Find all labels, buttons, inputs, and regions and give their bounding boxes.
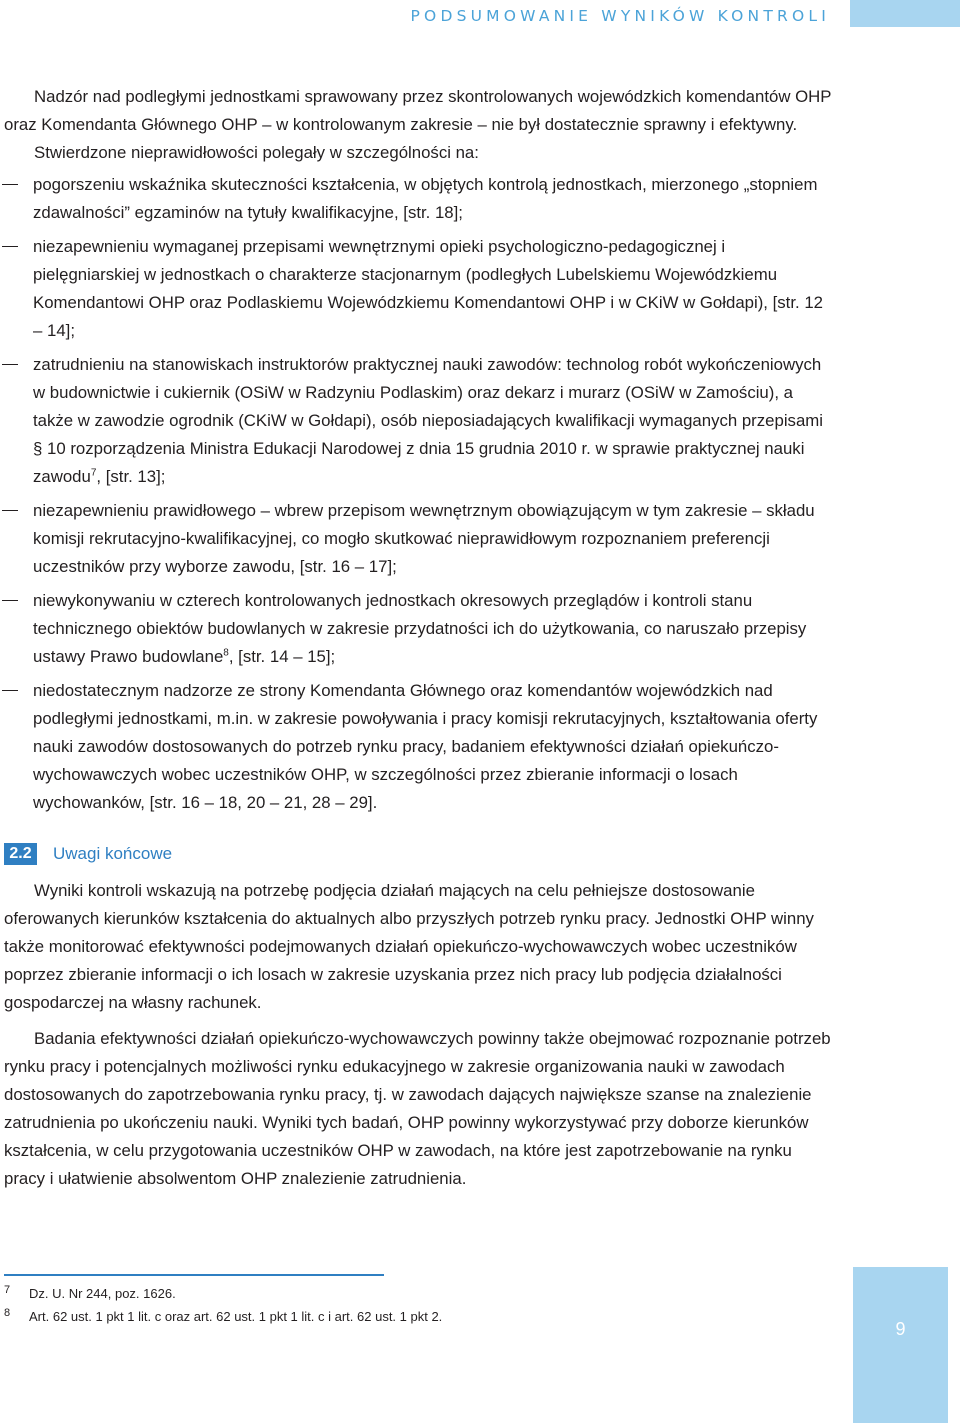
irregularities-lead: Stwierdzone nieprawidłowości polegały w szczególności na:	[34, 143, 479, 162]
section-heading	[4, 839, 836, 869]
footnote-ref[interactable]: 8	[223, 647, 229, 659]
dash-bullet	[2, 690, 18, 691]
list-item-text: pogorszeniu wskaźnika skuteczności kształcenia, w objętych kontrolą jednostkach, mierzonego „stopniem zdawalności” egzaminów na tytuły kwalifikacyjne, [str. 18];	[33, 175, 818, 222]
list-item-text: niezapewnieniu wymaganej przepisami wewnętrznymi opieki psychologiczno-pedagogicznej i pielęgniarskiej w jednostkach o charakterze stacjonarnym (podległych Lubelskiemu Wojewódzkiemu Komendantowi OHP oraz Podlaskiemu Wojewódzkiemu Komendantowi OHP i w CKiW w Gołdapi), [str. 12 – 14];	[33, 237, 823, 340]
header-color-block	[850, 0, 960, 27]
footnote	[4, 1305, 824, 1328]
list-item	[4, 171, 836, 227]
intro-paragraph: Nadzór nad podległymi jednostkami sprawowany przez skontrolowanych wojewódzkich komendantów OHP oraz Komendanta Głównego OHP – w kontrolowanym zakresie – nie był dostatecznie sprawny i efektywny.	[4, 87, 832, 134]
list-item-text: niedostatecznym nadzorze ze strony Komendanta Głównego oraz komendantów wojewódzkich nad podległymi jednostkami, m.in. w zakresie powoływania i pracy komisji rekrutacyjnych, kształtowania oferty nauki zawodów dostosowanych do potrzeb rynku pracy, badaniem efektywności działań opiekuńczo-wychowawczych wobec uczestników OHP, w szczególności przez zbieranie informacji o losach wychowanków, [str. 16 – 18, 20 – 21, 28 – 29].	[33, 681, 818, 812]
dash-bullet	[2, 600, 18, 601]
section-number-badge: 2.2	[4, 843, 37, 865]
irregularities-list	[4, 171, 836, 817]
footnote-text: Art. 62 ust. 1 pkt 1 lit. c oraz art. 62 ust. 1 pkt 1 lit. c i art. 62 ust. 1 pkt 2.	[29, 1309, 443, 1324]
list-item	[4, 351, 836, 491]
footnote-text: Dz. U. Nr 244, poz. 1626.	[29, 1286, 176, 1301]
dash-bullet	[2, 510, 18, 511]
list-item	[4, 677, 836, 817]
footnote-ref[interactable]: 7	[90, 467, 97, 479]
main-content	[4, 83, 836, 1193]
footnote-number: 8	[4, 1307, 11, 1319]
footnote	[4, 1282, 824, 1305]
list-item-tail: , [str. 13];	[96, 467, 166, 486]
dash-bullet	[2, 246, 18, 247]
dash-bullet	[2, 184, 18, 185]
section-paragraph: Badania efektywności działań opiekuńczo-wychowawczych powinny także obejmować rozpoznanie potrzeb rynku pracy i potencjalnych możliwości rynku edukacyjnego w zakresie organizowania nauki w zawodach dostosowanych do zapotrzebowania rynku pracy, tj. w zawodach dających największe szanse na znalezienie zatrudnienia po ukończeniu nauki. Wyniki tych badań, OHP powinny wykorzystywać przy doborze kierunków kształcenia, w celu przygotowania uczestników OHP w zawodach, na które jest zapotrzebowanie na rynku pracy i ułatwienie absolwentom OHP znalezienie zatrudnienia.	[4, 1029, 831, 1188]
list-item-text: zatrudnieniu na stanowiskach instruktorów praktycznej nauki zawodów: technolog robót wykończeniowych w budownictwie i cukiernik (OSiW w Radzyniu Podlaskim) oraz dekarz i murarz (OSiW w Zamościu), a także w zawodzie ogrodnik (CKiW w Gołdapi), osób nieposiadających kwalifikacji wymaganych przepisami § 10 rozporządzenia Ministra Edukacji Narodowej z dnia 15 grudnia 2010 r. w sprawie praktycznej nauki zawodu	[33, 355, 823, 486]
page-number-box	[853, 1267, 948, 1423]
dash-bullet	[2, 364, 18, 365]
list-item	[4, 497, 836, 581]
footnotes	[4, 1282, 824, 1328]
list-item	[4, 587, 836, 671]
footnote-divider	[4, 1274, 384, 1276]
list-item-tail: , [str. 14 – 15];	[228, 647, 336, 666]
list-item-text: niezapewnieniu prawidłowego – wbrew przepisom wewnętrznym obowiązującym w tym zakresie – składu komisji rekrutacyjno-kwalifikacyjnej, co mogło skutkować nieprawidłowym rozpoznaniem preferencji uczestników przy wyborze zawodu, [str. 16 – 17];	[33, 501, 815, 576]
footnote-number: 7	[4, 1284, 11, 1296]
section-title: Uwagi końcowe	[53, 844, 173, 863]
page-number: 9	[895, 1319, 906, 1339]
page-header-title: PODSUMOWANIE WYNIKÓW KONTROLI	[410, 7, 830, 25]
section-paragraph: Wyniki kontroli wskazują na potrzebę podjęcia działań mających na celu pełniejsze dostosowanie oferowanych kierunków kształcenia do aktualnych albo przyszłych potrzeb rynku pracy. Jednostki OHP winny także monitorować efektywności podejmowanych działań opiekuńczo-wychowawczych wobec uczestników poprzez zbieranie informacji o ich losach w zakresie uzyskania przez nich pracy lub podjęcia działalności gospodarczej na własny rachunek.	[4, 881, 814, 1012]
list-item-text: niewykonywaniu w czterech kontrolowanych jednostkach okresowych przeglądów i kontroli stanu technicznego obiektów budowlanych w zakresie przydatności ich do użytkowania, co naruszało przepisy ustawy Prawo budowlane	[33, 591, 807, 666]
list-item	[4, 233, 836, 345]
